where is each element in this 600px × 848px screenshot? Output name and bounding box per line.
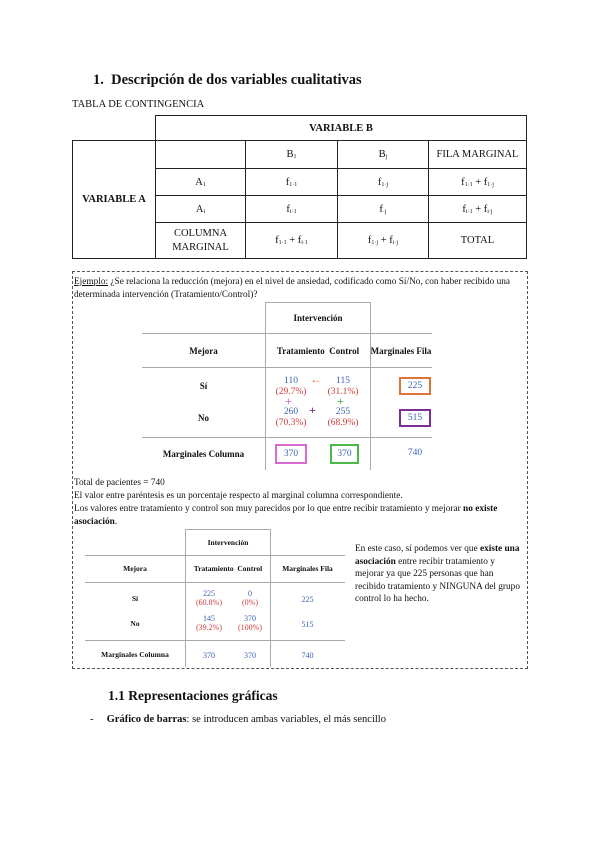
t2-intervencion: Intervención [207,538,249,547]
t2-trat-ctrl: Tratamiento Control [193,564,263,573]
cell-total: TOTAL [429,223,527,259]
t2-col-c: 370 [244,651,256,660]
cell-r2c2: f·j [338,196,429,223]
t1-no: No [198,413,209,423]
t2-marginales-fila: Marginales Fila [282,564,333,573]
t1-marginales-fila: Marginales Fila [370,346,432,356]
t2-grand: 740 [301,651,314,660]
col-b1: B1 [246,141,338,169]
t2-no: No [130,619,140,628]
t2-si-t: 225 (60.8%) [196,589,222,607]
t2-si: Sí [131,594,139,603]
variable-b-header: VARIABLE B [156,116,527,141]
t2-col-t: 370 [203,651,215,660]
t2-no-c: 370 (100%) [238,614,262,632]
bullet-item: - Gráfico de barras: se introducen ambas variables, el más sencillo [90,714,386,725]
nota-parentesis: El valor entre paréntesis es un porcentaje respecto al marginal columna correspondiente. [74,491,403,501]
t1-col-c: 370 [330,444,359,464]
total-pacientes: Total de pacientes = 740 [74,478,165,488]
conclusion-text: Los valores entre tratamiento y control son muy parecidos por lo que entre recibir tratamiento y mejorar no existe asociación. [74,504,498,527]
section-title: Descripción de dos variables cualitativas [111,72,362,88]
cell-r1c3: f1·1 + f1·j [429,169,527,196]
t2-si-c: 0 (0%) [242,589,258,607]
section-number: 1. [93,72,104,88]
t1-marg-col: Marginales Columna [162,449,245,459]
contingency-table [72,115,527,259]
annotation-plus-mark: + [337,394,344,408]
annotation-plus-mark: + [309,403,316,417]
t2-si-marg: 225 [301,595,314,604]
t1-mejora: Mejora [189,346,218,356]
cell-r1c2: f1·j [338,169,429,196]
section-heading [93,72,362,89]
cell-r1c1: f1·1 [246,169,338,196]
side-explanation: En este caso, sí podemos ver que existe una asociación entre recibir tratamiento y mejorar ya que 225 personas que han recibido tratamiento y NINGUNA del grupo control lo ha hecho. [355,544,520,605]
variable-a-header: VARIABLE A [73,141,156,259]
example-box [72,271,528,669]
t1-grand: 740 [407,448,423,458]
t2-marg-col: Marginales Columna [101,650,169,659]
t1-no-c: 255 (68.9%) [327,407,359,428]
subsection-title: 1.1 Representaciones gráficas [108,688,278,703]
t1-trat-ctrl: Tratamiento Control [276,346,360,356]
cell-r2c3: fi·1 + fi·j [429,196,527,223]
table-label: TABLA DE CONTINGENCIA [72,99,205,110]
t2-mejora: Mejora [123,564,147,573]
col-bj: Bj [338,141,429,169]
example-question: Ejemplo: ¿Se relaciona la reducción (mejora) en el nivel de ansiedad, codificado como Sí/No, con haber recibido una determinada intervención (Tratamiento/Control)? [74,277,511,300]
t1-col-t: 370 [275,444,307,464]
col-fila-marginal: FILA MARGINAL [429,141,527,169]
row-ai: Ai [156,196,246,223]
annotation-plus-mark: + [285,394,292,408]
annotation-arrow-mark: ← [310,372,322,386]
cell-r3c1: f1·1 + fi·1 [246,223,338,259]
t1-intervencion: Intervención [293,313,343,323]
cell-r3c2: f1·j + fi·j [338,223,429,259]
t1-si-marg: 225 [399,377,431,395]
cell-r2c1: fi·1 [246,196,338,223]
t1-si: Sí [199,381,208,391]
t2-no-t: 145 (39.2%) [196,614,222,632]
row-a1: A1 [156,169,246,196]
t1-no-marg: 515 [399,409,431,427]
columna-marginal-label: COLUMNA MARGINAL [156,223,246,259]
t1-si-c: 115 (31.1%) [327,376,359,397]
t1-no-t: 260 (70.3%) [275,407,307,428]
t1-si-t: 110 (29.7%) [275,376,307,397]
t2-no-marg: 515 [301,620,314,629]
